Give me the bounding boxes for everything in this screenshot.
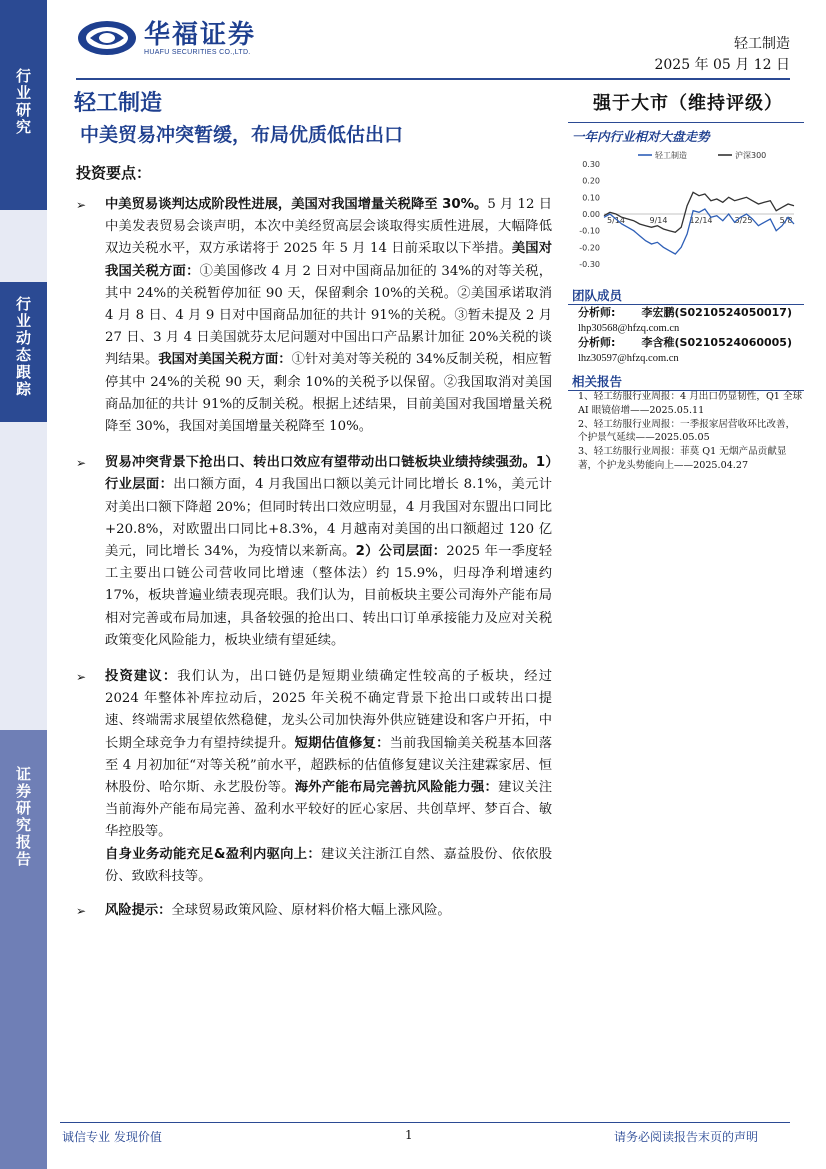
analyst-name: 李含稚(S0210524060005) bbox=[641, 336, 792, 349]
footer-disclaimer: 请务必阅读报告末页的声明 bbox=[613, 1130, 758, 1144]
key-points bbox=[76, 190, 552, 922]
x-tick-label: 5/14 bbox=[607, 216, 625, 225]
arrow-bullet-icon: ➢ bbox=[76, 904, 87, 919]
bullet-export-effect: ➢ 贸易冲突背景下抢出口、转出口效应有望带动出口链板块业绩持续强劲。1）行业层面：出口额方面，4 月我国出口额以美元计同比增长 8.1%，美元计对美出口额下降超 20%；但同时转出口效应明显，4 月我国对东盟出口同比+20.8%，对欧盟出口同比+8.3%，4 月越南对美国的出口额超过 120 亿美元，同比增长 34%，为疫情以来新高。2）公司层面：2025 年一季度轻工主要出口链公司营收同比增速（整体法）约 15.9%，归母净利增速约 17%，板块普遍业绩表现亮眼。我们认为，目前板块主要公司海外产能布局相对完善或布局加速，具备较强的抢出口、转出口订单承接能力及应对关税政策变化风险能力，板块业绩有望延续。 bbox=[76, 452, 552, 652]
side-tag-industry-tracking: 行业动态跟踪 bbox=[0, 282, 47, 422]
x-tick-label: 5/8 bbox=[779, 216, 793, 225]
report-headline: 中美贸易冲突暂缓，布局优质低估出口 bbox=[80, 124, 404, 146]
arrow-bullet-icon: ➢ bbox=[76, 456, 87, 471]
bullet-trade-progress: ➢ 中美贸易谈判达成阶段性进展，美国对我国增量关税降至 30%。5 月 12 日中美发表贸易会谈声明，本次中美经贸高层会谈取得实质性进展，大幅降低双边关税水平，双方承诺将于 2025 年 5 月 14 日前采取以下举措。美国对我国关税方面：①美国修改 4 月 2 日对中国商品加征的 34%的对等关税，其中 24%的关税暂停加征 90 天，保留剩余 10%的关税。②美国承诺取消 4 月 8 日、4 月 9 日对中国商品加征的共计 91%的关税。③暂未提及 2 月 27 日、3 月 4 日美国就芬太尼问题对中国出口产品累计加征 20%关税的谈判结果。我国对美国关税方面：①针对美对等关税的 34%反制关税，相应暂停其中 24%的关税 90 天，剩余 10%的关税予以保留。②我国取消对美国商品加征的共计 91%的反制关税。根据上述结果，目前美国对我国增量关税降至 30%，我国对美国增量关税降至 10%。 bbox=[76, 194, 552, 438]
side-banner bbox=[0, 0, 47, 1169]
header-sector: 轻工制造 bbox=[734, 36, 790, 52]
footer-slogan: 诚信专业 发现价值 bbox=[62, 1130, 162, 1144]
analyst-role: 分析师: bbox=[578, 336, 616, 349]
analyst-email[interactable]: lhz30597@hfzq.com.cn bbox=[578, 353, 679, 364]
y-tick-label: 0.10 bbox=[582, 193, 600, 203]
report-date: 2025 年 05 月 12 日 bbox=[654, 57, 790, 73]
side-tag-securities-report: 证券研究报告 bbox=[0, 730, 47, 1169]
bullet-risk-warning: ➢ 风险提示：全球贸易政策风险、原材料价格大幅上涨风险。 bbox=[76, 900, 552, 922]
analyst-role: 分析师: bbox=[578, 306, 616, 319]
arrow-bullet-icon: ➢ bbox=[76, 198, 87, 212]
y-tick-label: -0.10 bbox=[579, 226, 600, 236]
brand-logo bbox=[76, 18, 256, 58]
team-title: 团队成员 bbox=[572, 288, 623, 303]
footer-divider bbox=[60, 1122, 790, 1123]
chart-title: 一年内行业相对大盘走势 bbox=[572, 129, 710, 144]
huafu-logo-icon bbox=[76, 18, 138, 58]
y-tick-label: -0.20 bbox=[579, 243, 600, 253]
related-report-item[interactable]: 2、轻工纺服行业周报：一季报家居营收环比改善，个护景气延续——2025.05.05 bbox=[578, 418, 796, 444]
legend-label: 轻工制造 bbox=[655, 151, 687, 160]
bullet-investment-advice: ➢ 投资建议：我们认为，出口链仍是短期业绩确定性较高的子板块，经过 2024 年整体补库拉动后，2025 年关税不确定背景下抢出口或转出口提速、终端需求展望依然稳健，龙头公司加快海外供应链建设和客户开拓，中长期全球竞争力有望持续提升。短期估值修复：当前我国输美关税基本回落至 4 月初加征“对等关税”前水平，超跌标的估值修复建议关注建霖家居、恒林股份、哈尔斯、永艺股份等。海外产能布局完善抗风险能力强：建议关注当前海外产能布局完善、盈利水平较好的匠心家居、共创草坪、梦百合、敏华控股等。 自身业务动能充足&盈利内驱向上：建议关注浙江自然、嘉益股份、依依股份、致欧科技等。 bbox=[76, 666, 552, 888]
analyst-name: 李宏鹏(S0210524050017) bbox=[641, 306, 792, 319]
x-tick-label: 12/14 bbox=[689, 216, 713, 225]
side-tag-industry-research: 行业研究 bbox=[0, 0, 47, 210]
page-number: 1 bbox=[405, 1128, 413, 1142]
arrow-bullet-icon: ➢ bbox=[76, 670, 87, 685]
analyst-card bbox=[578, 305, 792, 337]
related-reports-title: 相关报告 bbox=[572, 374, 623, 389]
related-report-item[interactable]: 1、轻工纺服行业周报：4 月出口仍显韧性，Q1 全球 AI 眼镜倍增——2025.05.11 bbox=[578, 391, 803, 416]
x-tick-label: 9/14 bbox=[649, 216, 668, 225]
brand-name-en: HUAFU SECURITIES CO.,LTD. bbox=[144, 48, 251, 56]
brand-name: 华福证券 bbox=[144, 19, 257, 50]
key-points-heading: 投资要点： bbox=[76, 164, 152, 182]
header-divider bbox=[76, 78, 790, 80]
y-tick-label: -0.30 bbox=[579, 260, 600, 269]
industry-title: 轻工制造 bbox=[74, 91, 163, 116]
x-tick-label: 3/25 bbox=[734, 216, 753, 225]
y-tick-label: 0.20 bbox=[582, 176, 600, 186]
rating-label: 强于大市（维持评级） bbox=[593, 93, 783, 114]
analyst-card bbox=[578, 335, 792, 367]
related-reports-list bbox=[578, 390, 804, 473]
y-tick-label: 0.00 bbox=[582, 210, 600, 219]
header-meta bbox=[654, 34, 790, 76]
rating-divider bbox=[568, 122, 804, 123]
relative-performance-chart bbox=[568, 146, 804, 270]
analyst-email[interactable]: lhp30568@hfzq.com.cn bbox=[578, 323, 680, 334]
y-tick-label: 0.30 bbox=[582, 160, 600, 169]
related-report-item[interactable]: 3、轻工纺服行业周报：菲莫 Q1 无烟产品贡献显著，个护龙头势能向上——2025.04.27 bbox=[578, 446, 787, 471]
legend-label: 沪深300 bbox=[735, 151, 767, 160]
